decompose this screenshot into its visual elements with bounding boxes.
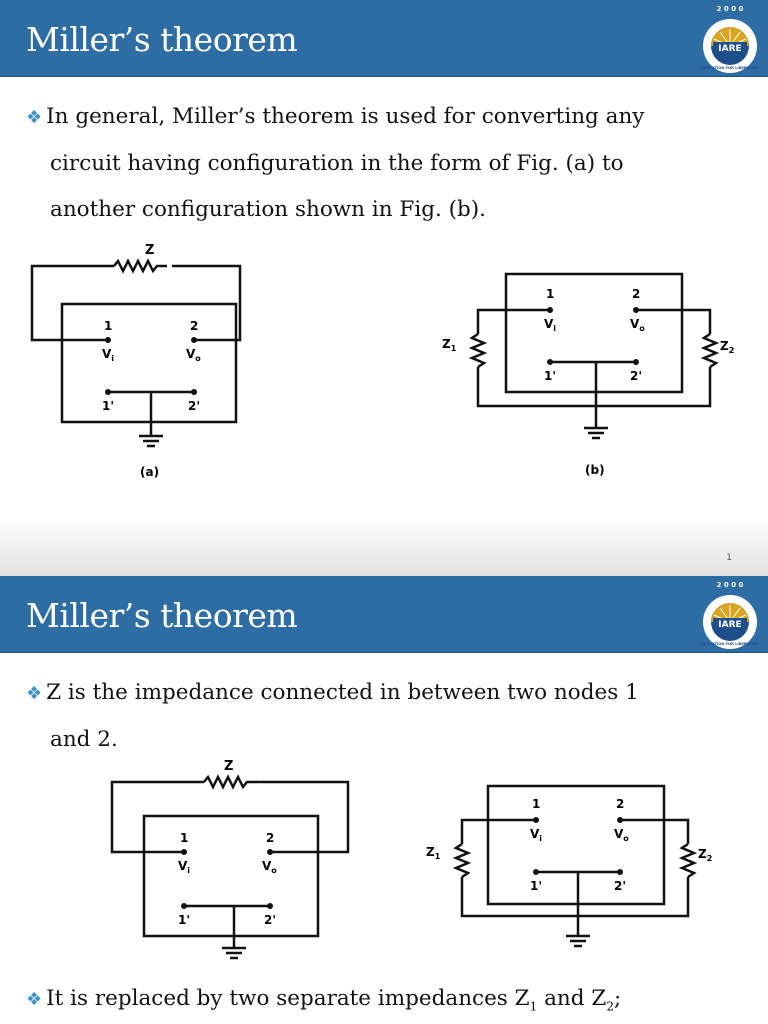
figure-a-circuit <box>100 752 370 980</box>
bullet-diamond-icon: ❖ <box>26 989 43 1010</box>
bullet2-end: ; <box>613 986 622 1011</box>
node-2-label: 2 <box>616 797 625 811</box>
iare-logo <box>698 2 762 74</box>
node-2p-label: 2' <box>614 879 627 893</box>
bullet-text-line-1: In general, Miller’s theorem is used for converting any <box>46 104 645 129</box>
node-2p-label: 2' <box>264 913 277 927</box>
vin-label: $V_i$ <box>530 827 543 843</box>
vin-label: $V_i$ <box>178 859 191 875</box>
node-1p-label: 1' <box>102 399 115 413</box>
logo-year: 2 0 0 0 <box>716 5 744 13</box>
slide-footer <box>0 516 768 576</box>
node-2-label: 2 <box>190 319 199 333</box>
vout-label: $V_o$ <box>630 317 645 333</box>
bullet2-sub2: 2 <box>606 999 614 1014</box>
bullet-text-line-1: Z is the impedance connected in between two nodes 1 <box>46 680 639 705</box>
impedance-label: Z <box>224 759 234 774</box>
bullet-item <box>26 104 644 129</box>
bullet-diamond-icon: ❖ <box>26 107 43 128</box>
logo-text: IARE <box>718 620 742 630</box>
vout-label: $V_o$ <box>614 827 629 843</box>
node-1-label: 1 <box>546 287 555 301</box>
bullet2-mid: and Z <box>537 986 607 1011</box>
z2-label: $Z_2$ <box>720 339 735 355</box>
bullet2-text: It is replaced by two separate impedances Z <box>46 986 530 1011</box>
logo-year: 2 0 0 0 <box>716 581 744 589</box>
node-1-label: 1 <box>104 319 113 333</box>
vin-label: $V_i$ <box>544 317 557 333</box>
bullet-text-line-2: and 2. <box>50 727 118 752</box>
node-2-label: 2 <box>632 287 641 301</box>
node-1p-label: 1' <box>530 879 543 893</box>
iare-logo <box>698 578 762 650</box>
page-number: 1 <box>726 553 732 563</box>
z1-label: $Z_1$ <box>442 337 457 353</box>
bullet-text-line-2: circuit having configuration in the form of Fig. (a) to <box>50 151 624 176</box>
bullet2-sub1: 1 <box>529 999 538 1014</box>
title-bar <box>0 576 768 653</box>
slide-title: Miller’s theorem <box>26 20 298 59</box>
figure-a-caption: (a) <box>140 465 160 479</box>
node-1p-label: 1' <box>178 913 191 927</box>
node-1p-label: 1' <box>544 369 557 383</box>
logo-ring-text: EDUCATION FOR LIBERATION <box>700 642 760 646</box>
node-1-label: 1 <box>532 797 541 811</box>
node-2p-label: 2' <box>188 399 201 413</box>
impedance-label: Z <box>145 243 155 258</box>
title-bar <box>0 0 768 77</box>
bullet-item-2 <box>26 986 621 1013</box>
z1-label: $Z_1$ <box>426 845 441 861</box>
node-2p-label: 2' <box>630 369 643 383</box>
figure-a-circuit <box>20 240 300 490</box>
figure-b-circuit <box>418 776 738 956</box>
vout-label: $V_o$ <box>262 859 277 875</box>
vout-label: $V_o$ <box>186 347 201 363</box>
bullet-text-line-3: another configuration shown in Fig. (b). <box>50 197 487 222</box>
bullet-item <box>26 680 639 705</box>
slide-2 <box>0 576 768 1024</box>
vin-label: $V_i$ <box>102 347 115 363</box>
node-1-label: 1 <box>180 831 189 845</box>
logo-text: IARE <box>718 44 742 54</box>
logo-ring-text: EDUCATION FOR LIBERATION <box>700 66 760 70</box>
figure-b-caption: (b) <box>585 463 605 477</box>
slide-title: Miller’s theorem <box>26 596 298 635</box>
bullet-diamond-icon: ❖ <box>26 683 43 704</box>
z2-label: $Z_2$ <box>698 847 713 863</box>
figure-b-circuit <box>430 262 750 492</box>
node-2-label: 2 <box>266 831 275 845</box>
